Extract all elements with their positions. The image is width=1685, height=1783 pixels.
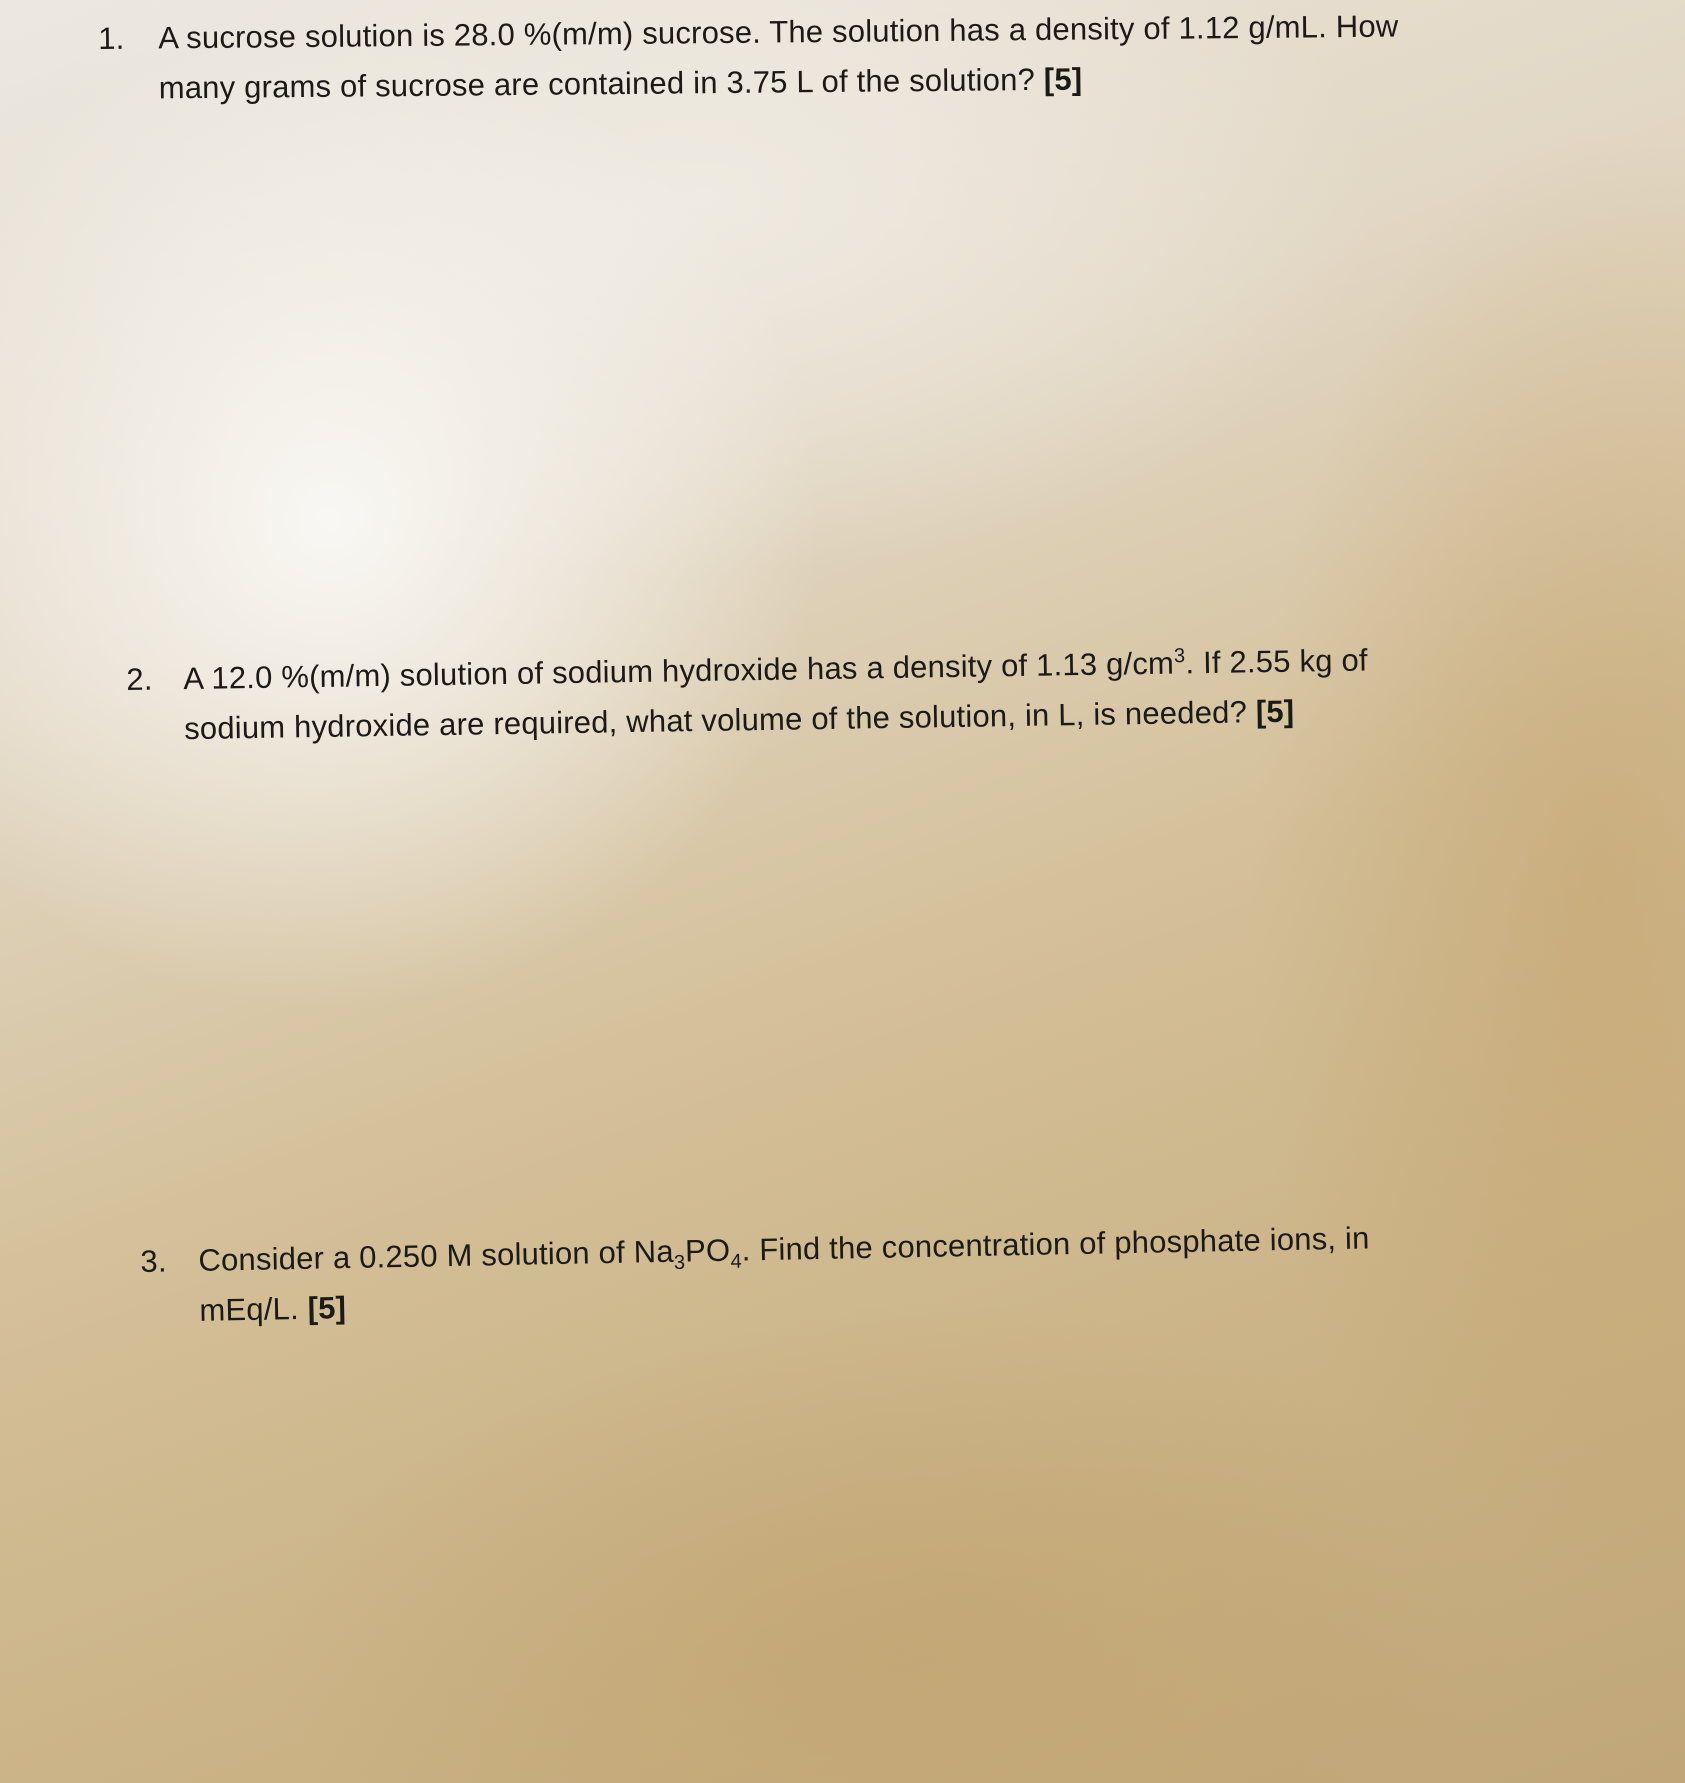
question-1-line-2: many grams of sucrose are contained in 3.75 L of the solution? bbox=[158, 62, 1036, 106]
question-1-marks: [5] bbox=[1043, 61, 1083, 97]
question-2-number: 2. bbox=[126, 661, 153, 697]
question-3-number: 3. bbox=[140, 1243, 168, 1279]
question-2-text bbox=[126, 633, 1507, 755]
question-1 bbox=[98, 0, 1519, 114]
question-3-text bbox=[140, 1211, 1502, 1337]
question-1-number: 1. bbox=[98, 20, 125, 56]
question-3 bbox=[140, 1211, 1502, 1337]
question-2-line-1a: A 12.0 %(m/m) solution of sodium hydroxide has a density of 1.13 g/cm bbox=[183, 645, 1175, 697]
question-3-line-1c: . Find the concentration of phosphate ions, in bbox=[741, 1220, 1370, 1268]
question-2-line-2: sodium hydroxide are required, what volume of the solution, in L, is needed? bbox=[183, 694, 1248, 747]
question-2-superscript: 3 bbox=[1173, 645, 1186, 668]
question-3-marks: [5] bbox=[307, 1290, 347, 1326]
question-3-line-1a: Consider a 0.250 M solution of Na bbox=[198, 1233, 675, 1278]
question-2 bbox=[126, 633, 1507, 755]
question-1-text bbox=[98, 0, 1519, 114]
question-2-line-1b: . If 2.55 kg of bbox=[1185, 642, 1368, 681]
question-1-line-1: A sucrose solution is 28.0 %(m/m) sucrose. The solution has a density of 1.12 g/mL. How bbox=[158, 8, 1399, 56]
question-3-line-2: mEq/L. bbox=[199, 1290, 300, 1328]
question-2-marks: [5] bbox=[1255, 693, 1295, 730]
question-3-subscript-2: 4 bbox=[730, 1250, 743, 1273]
question-3-line-1b: PO bbox=[684, 1232, 731, 1269]
question-3-subscript-1: 3 bbox=[673, 1251, 686, 1274]
